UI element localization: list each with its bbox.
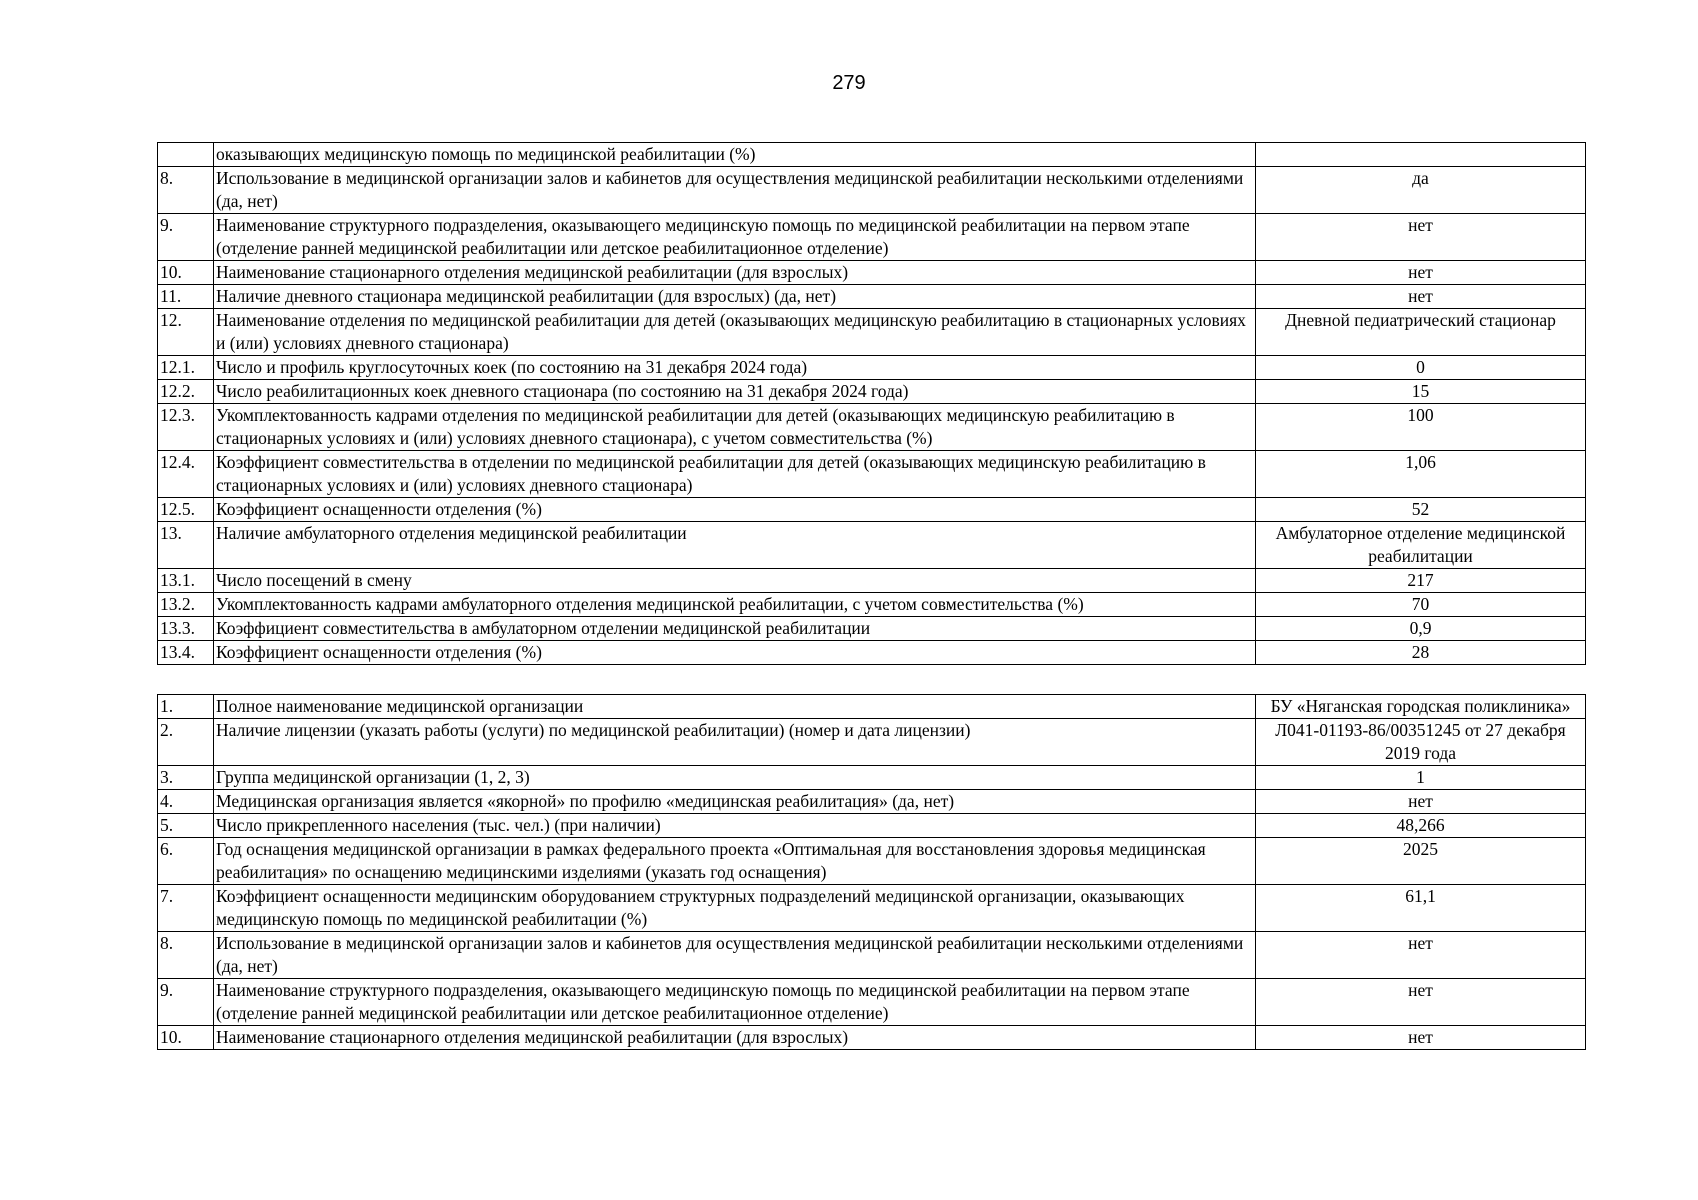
row-number: 2. xyxy=(158,719,214,766)
table-row xyxy=(158,617,1586,641)
row-number: 8. xyxy=(158,167,214,214)
row-value: нет xyxy=(1256,261,1586,285)
table-row xyxy=(158,285,1586,309)
row-value: нет xyxy=(1256,1026,1586,1050)
row-number xyxy=(158,143,214,167)
row-label: Коэффициент совместительства в амбулаторном отделении медицинской реабилитации xyxy=(214,617,1256,641)
row-value: 1,06 xyxy=(1256,451,1586,498)
row-value: 70 xyxy=(1256,593,1586,617)
row-label: Год оснащения медицинской организации в рамках федерального проекта «Оптимальная для восстановления здоровья медицинская реабилитация» по оснащению медицинскими изделиями (указать год оснащения) xyxy=(214,838,1256,885)
row-value: нет xyxy=(1256,979,1586,1026)
table-row xyxy=(158,790,1586,814)
row-label: Число реабилитационных коек дневного стационара (по состоянию на 31 декабря 2024 года) xyxy=(214,380,1256,404)
row-label: Коэффициент оснащенности отделения (%) xyxy=(214,641,1256,665)
row-value: 61,1 xyxy=(1256,885,1586,932)
row-number: 12.2. xyxy=(158,380,214,404)
row-label: Группа медицинской организации (1, 2, 3) xyxy=(214,766,1256,790)
row-value: БУ «Няганская городская поликлиника» xyxy=(1256,695,1586,719)
row-label: Использование в медицинской организации залов и кабинетов для осуществления медицинской реабилитации несколькими отделениями (да, нет) xyxy=(214,932,1256,979)
row-number: 9. xyxy=(158,979,214,1026)
row-number: 7. xyxy=(158,885,214,932)
table-row xyxy=(158,309,1586,356)
rehab-indicators-table-1 xyxy=(157,142,1586,665)
row-label: Укомплектованность кадрами отделения по медицинской реабилитации для детей (оказывающих медицинскую реабилитацию в стационарных условиях и (или) условиях дневного стационара), с учетом совместительства (%) xyxy=(214,404,1256,451)
row-label: Наименование стационарного отделения медицинской реабилитации (для взрослых) xyxy=(214,1026,1256,1050)
table-row xyxy=(158,167,1586,214)
table-row xyxy=(158,719,1586,766)
row-number: 13.4. xyxy=(158,641,214,665)
row-number: 12.1. xyxy=(158,356,214,380)
row-value: Л041-01193-86/00351245 от 27 декабря 2019 года xyxy=(1256,719,1586,766)
row-label: Число посещений в смену xyxy=(214,569,1256,593)
table-row xyxy=(158,356,1586,380)
row-number: 8. xyxy=(158,932,214,979)
row-value: 1 xyxy=(1256,766,1586,790)
row-number: 13.1. xyxy=(158,569,214,593)
row-number: 4. xyxy=(158,790,214,814)
row-label: Число и профиль круглосуточных коек (по состоянию на 31 декабря 2024 года) xyxy=(214,356,1256,380)
row-label: Наличие лицензии (указать работы (услуги) по медицинской реабилитации) (номер и дата лицензии) xyxy=(214,719,1256,766)
row-number: 13.3. xyxy=(158,617,214,641)
row-number: 10. xyxy=(158,261,214,285)
row-number: 12.3. xyxy=(158,404,214,451)
row-value: 2025 xyxy=(1256,838,1586,885)
row-number: 11. xyxy=(158,285,214,309)
row-value: нет xyxy=(1256,932,1586,979)
row-value: 0 xyxy=(1256,356,1586,380)
row-value: нет xyxy=(1256,790,1586,814)
row-label: Наименование структурного подразделения, оказывающего медицинскую помощь по медицинской реабилитации на первом этапе (отделение ранней медицинской реабилитации или детское реабилитационное отделение) xyxy=(214,979,1256,1026)
table-row xyxy=(158,932,1586,979)
table-row xyxy=(158,404,1586,451)
row-label: Коэффициент оснащенности отделения (%) xyxy=(214,498,1256,522)
table-row xyxy=(158,380,1586,404)
table-row xyxy=(158,498,1586,522)
row-label: Наличие амбулаторного отделения медицинской реабилитации xyxy=(214,522,1256,569)
row-value: Амбулаторное отделение медицинской реабилитации xyxy=(1256,522,1586,569)
row-value: нет xyxy=(1256,214,1586,261)
row-value: Дневной педиатрический стационар xyxy=(1256,309,1586,356)
table-row xyxy=(158,1026,1586,1050)
row-label: Число прикрепленного населения (тыс. чел.) (при наличии) xyxy=(214,814,1256,838)
table-row xyxy=(158,569,1586,593)
rehab-indicators-table-2 xyxy=(157,694,1586,1050)
table-row xyxy=(158,261,1586,285)
row-value xyxy=(1256,143,1586,167)
row-value: 0,9 xyxy=(1256,617,1586,641)
row-label: оказывающих медицинскую помощь по медицинской реабилитации (%) xyxy=(214,143,1256,167)
row-number: 6. xyxy=(158,838,214,885)
table-row xyxy=(158,214,1586,261)
table-row xyxy=(158,979,1586,1026)
row-value: да xyxy=(1256,167,1586,214)
row-number: 10. xyxy=(158,1026,214,1050)
row-value: 28 xyxy=(1256,641,1586,665)
row-label: Коэффициент совместительства в отделении по медицинской реабилитации для детей (оказывающих медицинскую реабилитацию в стационарных условиях и (или) условиях дневного стационара) xyxy=(214,451,1256,498)
row-number: 12.4. xyxy=(158,451,214,498)
table-row xyxy=(158,814,1586,838)
table-row xyxy=(158,593,1586,617)
page-number: 279 xyxy=(832,72,866,94)
table-row xyxy=(158,641,1586,665)
row-label: Наименование стационарного отделения медицинской реабилитации (для взрослых) xyxy=(214,261,1256,285)
row-value: 48,266 xyxy=(1256,814,1586,838)
row-number: 12.5. xyxy=(158,498,214,522)
row-number: 13.2. xyxy=(158,593,214,617)
table-row xyxy=(158,838,1586,885)
row-value: 15 xyxy=(1256,380,1586,404)
row-label: Наименование отделения по медицинской реабилитации для детей (оказывающих медицинскую реабилитацию в стационарных условиях и (или) условиях дневного стационара) xyxy=(214,309,1256,356)
row-label: Полное наименование медицинской организации xyxy=(214,695,1256,719)
row-label: Укомплектованность кадрами амбулаторного отделения медицинской реабилитации, с учетом совместительства (%) xyxy=(214,593,1256,617)
row-value: нет xyxy=(1256,285,1586,309)
table-row xyxy=(158,885,1586,932)
row-label: Коэффициент оснащенности медицинским оборудованием структурных подразделений медицинской организации, оказывающих медицинскую помощь по медицинской реабилитации (%) xyxy=(214,885,1256,932)
table-row xyxy=(158,451,1586,498)
table-row xyxy=(158,766,1586,790)
row-label: Наличие дневного стационара медицинской реабилитации (для взрослых) (да, нет) xyxy=(214,285,1256,309)
row-number: 3. xyxy=(158,766,214,790)
table-row xyxy=(158,522,1586,569)
row-number: 13. xyxy=(158,522,214,569)
table-2-body xyxy=(158,695,1586,1050)
table-1-body xyxy=(158,143,1586,665)
row-value: 100 xyxy=(1256,404,1586,451)
table-row xyxy=(158,695,1586,719)
row-label: Наименование структурного подразделения, оказывающего медицинскую помощь по медицинской реабилитации на первом этапе (отделение ранней медицинской реабилитации или детское реабилитационное отделение) xyxy=(214,214,1256,261)
row-number: 12. xyxy=(158,309,214,356)
row-number: 9. xyxy=(158,214,214,261)
row-number: 1. xyxy=(158,695,214,719)
table-row xyxy=(158,143,1586,167)
row-label: Медицинская организация является «якорной» по профилю «медицинская реабилитация» (да, нет) xyxy=(214,790,1256,814)
row-value: 52 xyxy=(1256,498,1586,522)
row-label: Использование в медицинской организации залов и кабинетов для осуществления медицинской реабилитации несколькими отделениями (да, нет) xyxy=(214,167,1256,214)
row-value: 217 xyxy=(1256,569,1586,593)
row-number: 5. xyxy=(158,814,214,838)
